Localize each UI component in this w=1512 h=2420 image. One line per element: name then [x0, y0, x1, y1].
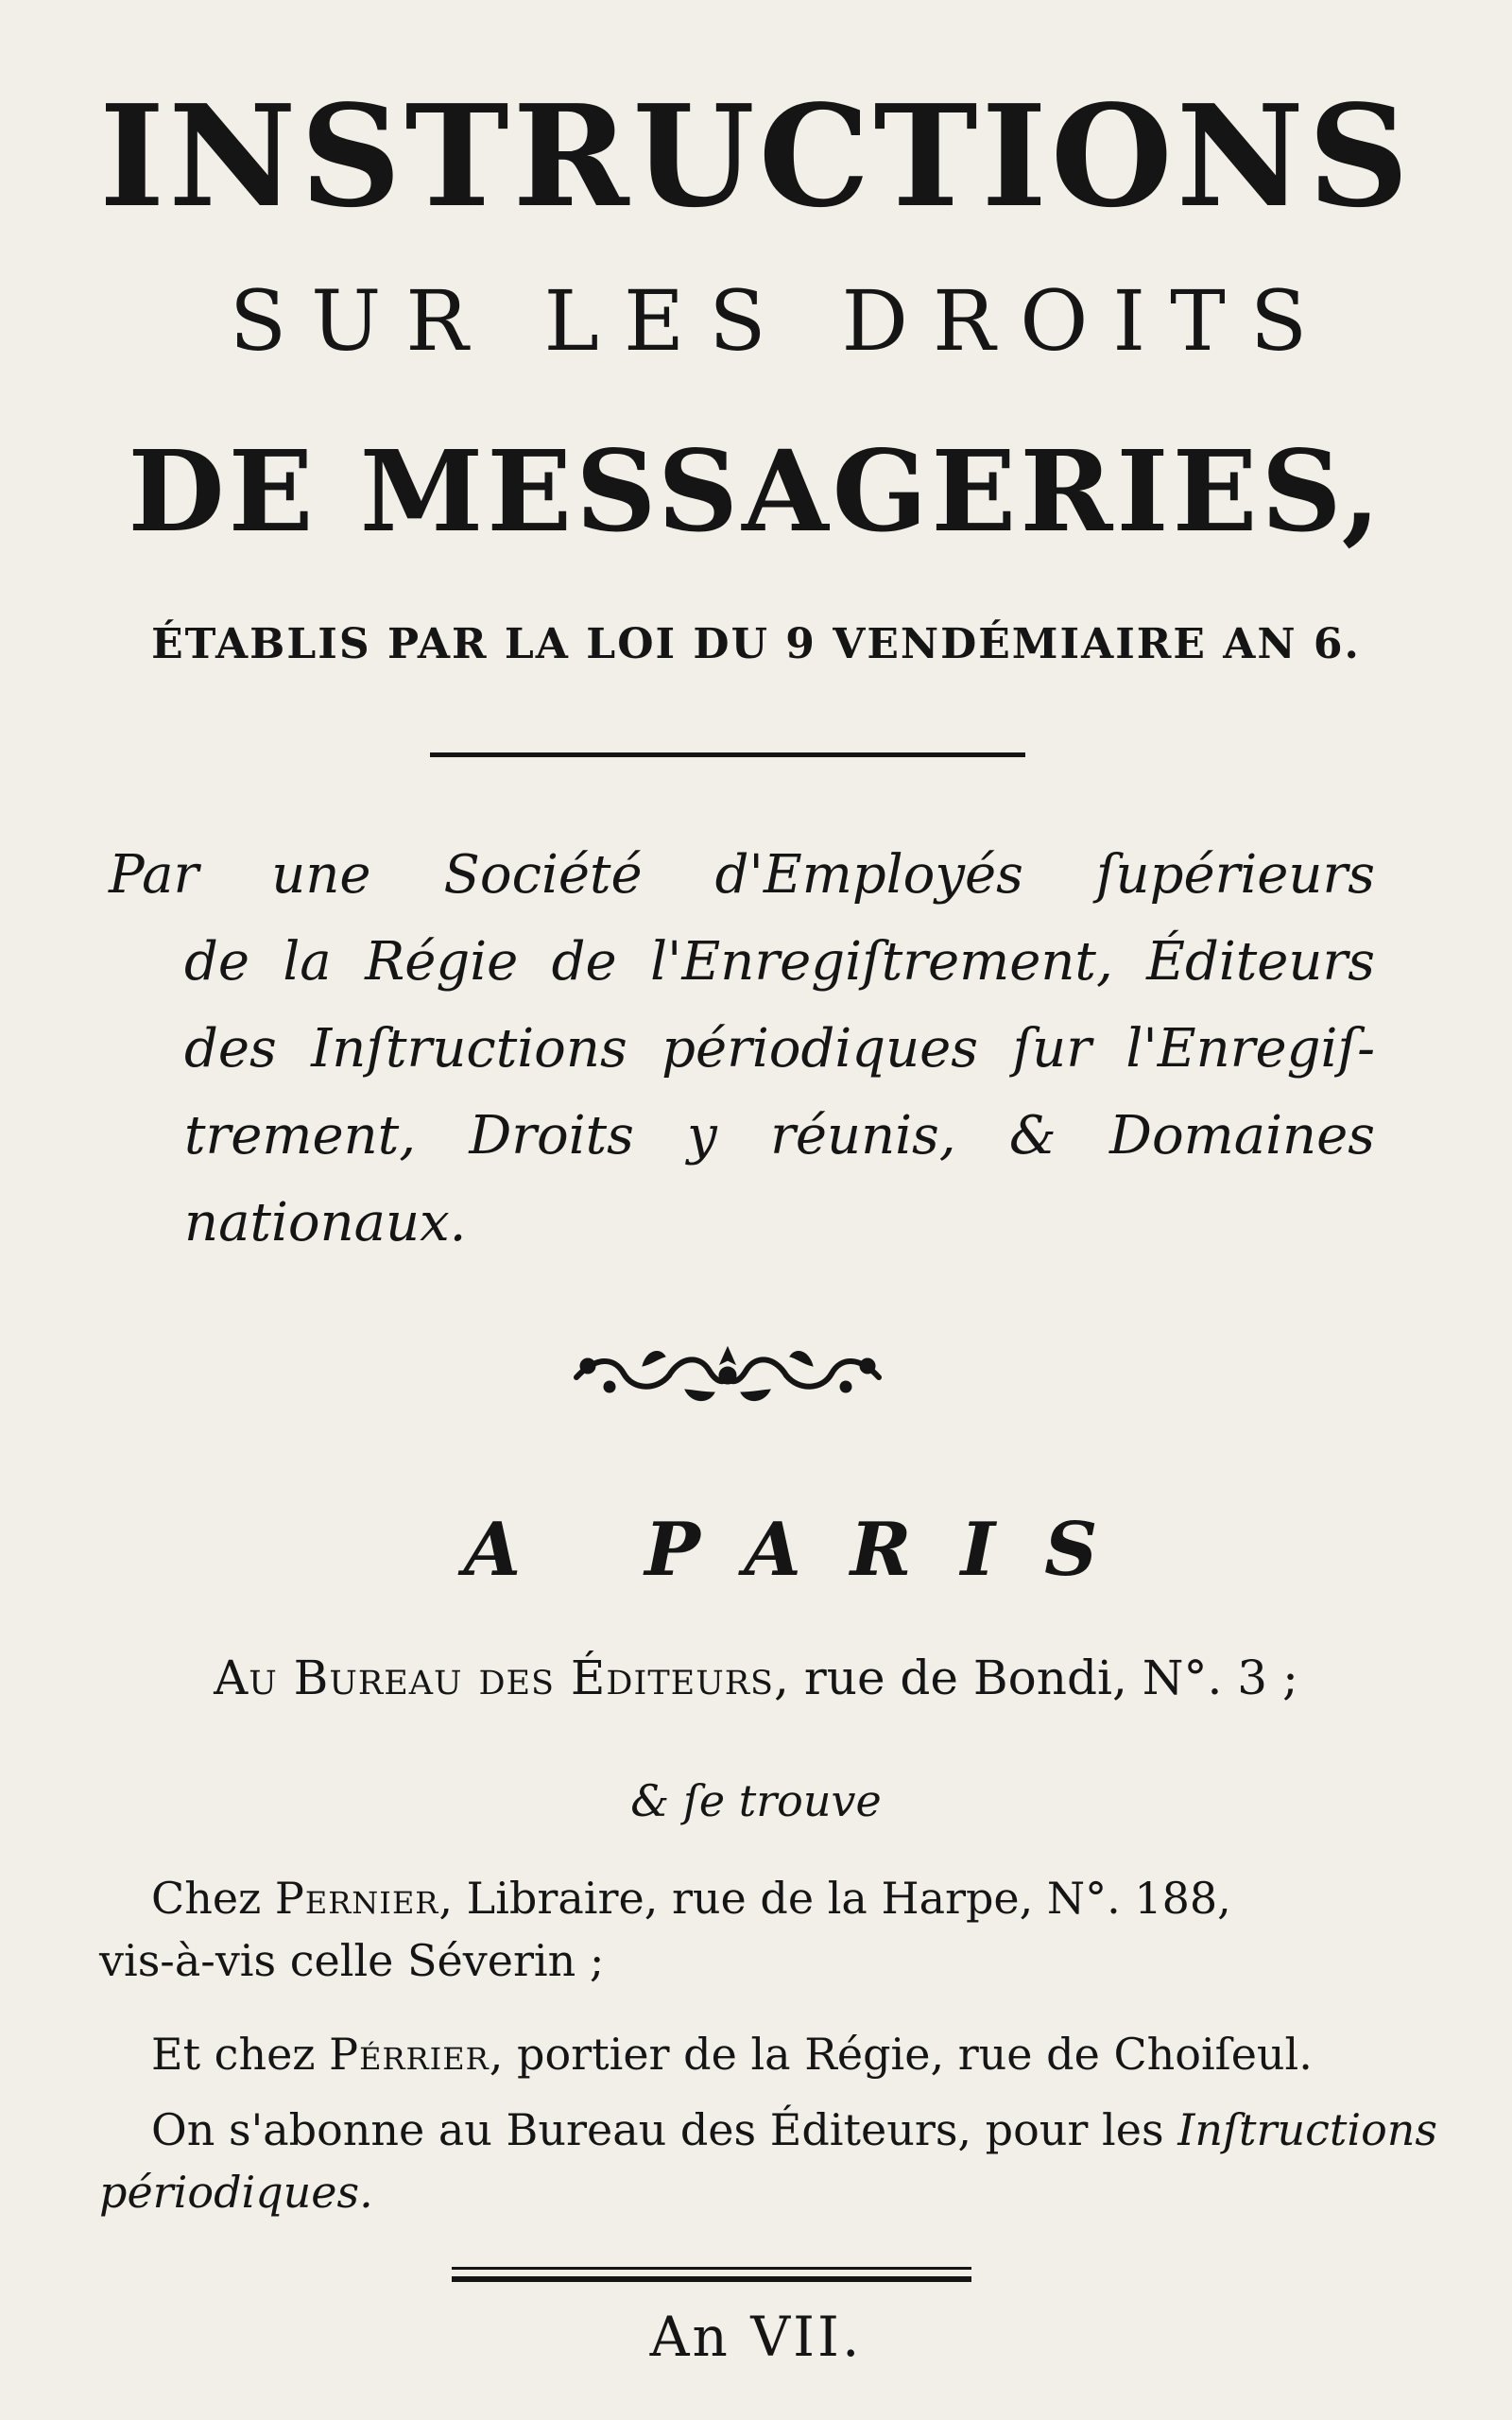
- title-main: INSTRUCTIONS: [99, 74, 1413, 238]
- authors-line-1: Par une Société d'Employés ſupérieurs: [109, 844, 1375, 906]
- perrier-name: Pérrier: [329, 2029, 490, 2080]
- authors-line-2: de la Régie de l'Enregiſtrement, Éditeurs: [184, 931, 1375, 993]
- bureau-address: , rue de Bondi, N°. 3 ;: [774, 1651, 1298, 1705]
- bureau-name: Au Bureau des Éditeurs: [214, 1651, 775, 1705]
- title-subject: DE MESSAGERIES,: [128, 425, 1384, 557]
- imprint-pernier: [99, 1867, 1356, 1992]
- title-law: ÉTABLIS PAR LA LOI DU 9 VENDÉMIAIRE AN 6.: [151, 620, 1361, 668]
- title-subtitle: SUR LES DROITS: [229, 272, 1332, 370]
- subscription-text: On s'abonne au Bureau des Éditeurs, pour les: [151, 2104, 1178, 2155]
- pernier-name: Pernier: [274, 1873, 439, 1924]
- fleuron-ornament-icon: [567, 1338, 888, 1413]
- perrier-address: , portier de la Régie, rue de Choiſeul.: [489, 2029, 1313, 2080]
- subscription-title-line-2: périodiques.: [99, 2167, 373, 2218]
- pernier-address-line-2: vis-à-vis celle Séverin ;: [99, 1935, 605, 1986]
- imprint-city: A PARIS: [463, 1507, 1147, 1593]
- divider-rule: [430, 752, 1025, 757]
- authors-block: [109, 832, 1375, 1267]
- authors-line-4: trement, Droits y réunis, & Domaines: [184, 1105, 1375, 1167]
- pernier-prefix: Chez: [151, 1873, 275, 1924]
- authors-line-5: nationaux.: [184, 1192, 467, 1253]
- subscription-title: Inſtructions: [1177, 2104, 1438, 2155]
- imprint-perrier: [99, 2023, 1356, 2085]
- pernier-address: , Libraire, rue de la Harpe, N°. 188,: [438, 1873, 1231, 1924]
- imprint-subscription: [99, 2099, 1438, 2223]
- imprint-bureau: [0, 1640, 1512, 1716]
- perrier-prefix: Et chez: [151, 2029, 330, 2080]
- authors-line-3: des Inſtructions périodiques ſur l'Enregiſ-: [184, 1018, 1375, 1080]
- publication-date: An VII.: [649, 2305, 863, 2369]
- footer-rule-thin: [452, 2267, 971, 2270]
- imprint-se-trouve: & ſe trouve: [630, 1775, 882, 1826]
- footer-rule-thick: [452, 2276, 971, 2282]
